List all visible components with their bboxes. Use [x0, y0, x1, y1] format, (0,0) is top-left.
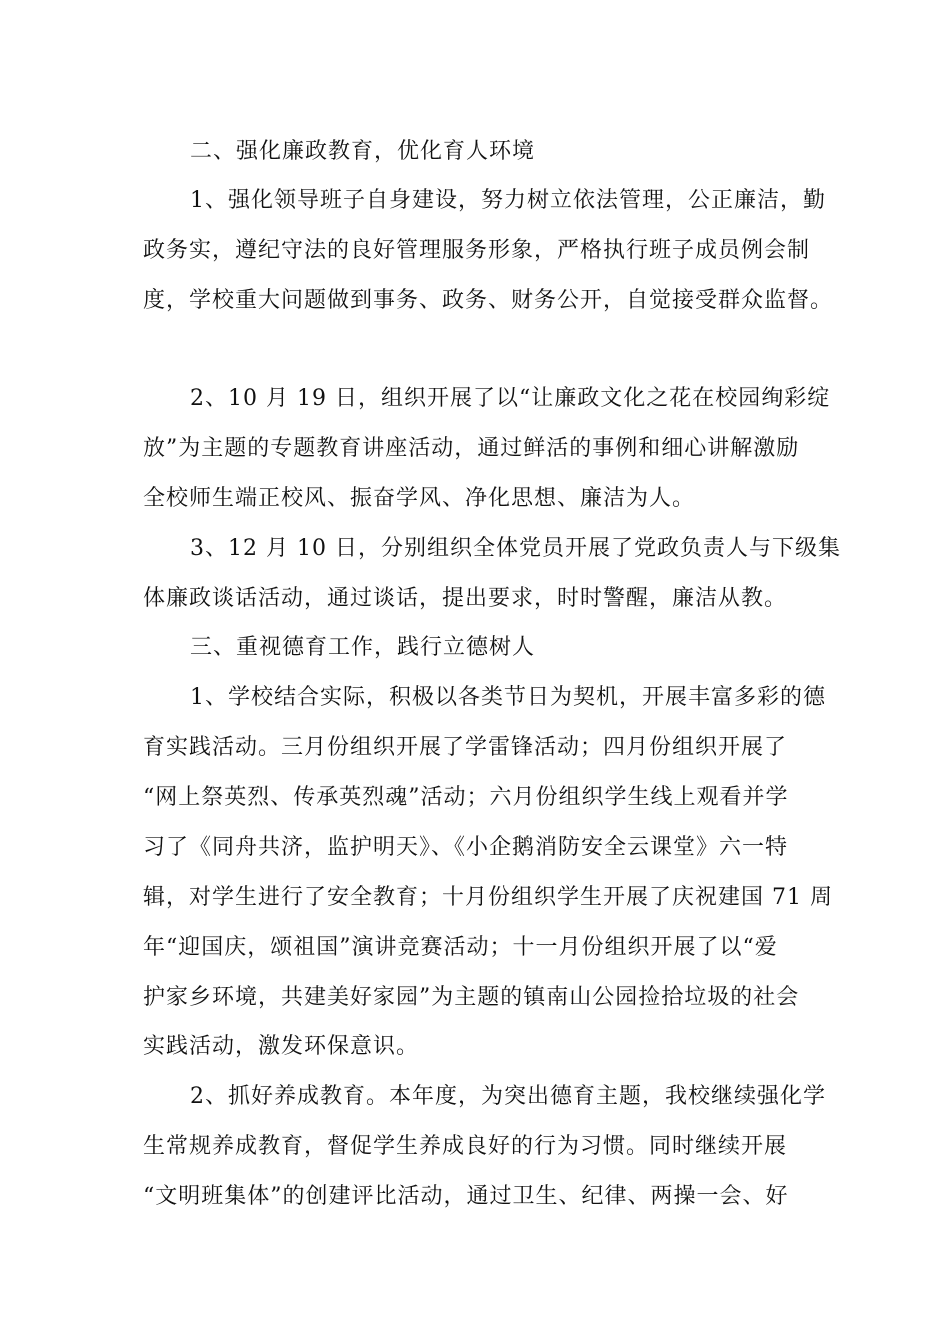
- paragraph-line: 放”为主题的专题教育讲座活动，通过鲜活的事例和细心讲解激励: [143, 436, 800, 461]
- paragraph-line: 辑，对学生进行了安全教育；十月份组织学生开展了庆祝建国 71 周: [143, 885, 833, 910]
- paragraph-line: 2、抓好养成教育。本年度，为突出德育主题，我校继续强化学: [190, 1084, 826, 1109]
- paragraph-line: 1、强化领导班子自身建设，努力树立依法管理，公正廉洁，勤: [190, 188, 826, 213]
- paragraph-line: 度，学校重大问题做到事务、政务、财务公开，自觉接受群众监督。: [143, 288, 834, 313]
- paragraph-line: 体廉政谈话活动，通过谈话，提出要求，时时警醒，廉洁从教。: [143, 586, 788, 611]
- paragraph-line: 生常规养成教育，督促学生养成良好的行为习惯。同时继续开展: [143, 1134, 788, 1159]
- paragraph-line: 1、学校结合实际，积极以各类节日为契机，开展丰富多彩的德: [190, 685, 826, 710]
- paragraph-line: “网上祭英烈、传承英烈魂”活动；六月份组织学生线上观看并学: [143, 785, 789, 810]
- paragraph-line: 2、10 月 19 日，组织开展了以“让廉政文化之花在校园绚彩绽: [190, 386, 831, 411]
- paragraph-line: “文明班集体”的创建评比活动，通过卫生、纪律、两操一会、好: [143, 1184, 789, 1209]
- paragraph-line: 习了《同舟共济，监护明天》、《小企鹅消防安全云课堂》六一特: [143, 835, 789, 860]
- paragraph-line: 3、12 月 10 日，分别组织全体党员开展了党政负责人与下级集: [190, 536, 841, 561]
- paragraph-line: 政务实，遵纪守法的良好管理服务形象，严格执行班子成员例会制: [143, 238, 811, 263]
- section-heading-3: 三、重视德育工作，践行立德树人: [190, 635, 536, 660]
- paragraph-line: 全校师生端正校风、振奋学风、净化思想、廉洁为人。: [143, 486, 696, 511]
- paragraph-line: 年“迎国庆，颂祖国”演讲竞赛活动；十一月份组织开展了以“爱: [143, 935, 778, 960]
- paragraph-line: 实践活动，激发环保意识。: [143, 1034, 420, 1059]
- section-heading-2: 二、强化廉政教育，优化育人环境: [190, 139, 536, 164]
- paragraph-line: 护家乡环境，共建美好家园”为主题的镇南山公园捡拾垃圾的社会: [143, 985, 800, 1010]
- paragraph-line: 育实践活动。三月份组织开展了学雷锋活动；四月份组织开展了: [143, 735, 788, 760]
